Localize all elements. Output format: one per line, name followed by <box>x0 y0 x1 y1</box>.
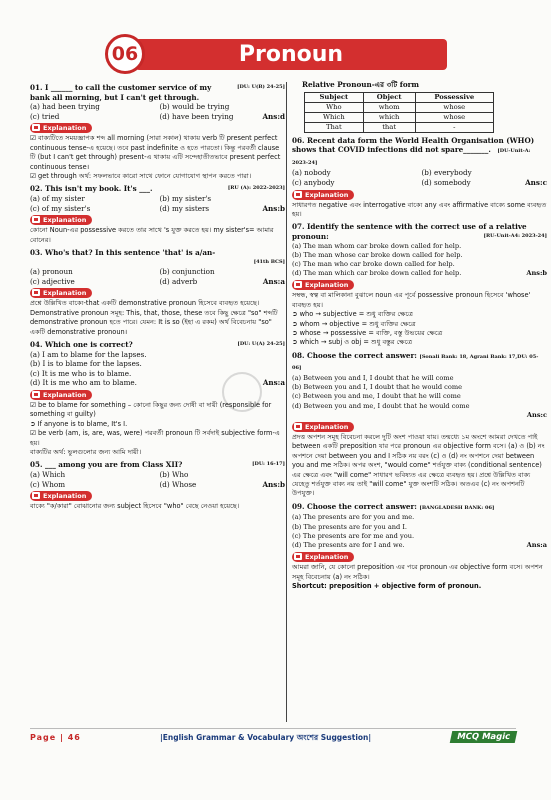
right-column <box>292 80 547 591</box>
book-icon <box>32 492 40 499</box>
shortcut-text: Shortcut: preposition + objective form of pronoun. <box>292 582 482 591</box>
option-b: (b) Who <box>159 470 189 479</box>
question-02: [RU (A): 2022-2023] 02. This isn't my book. It's ___. <box>30 184 285 194</box>
options-07 <box>292 242 547 279</box>
table-cell: whom <box>363 102 415 112</box>
option-d: (d) It is me who am to blame. <box>30 378 137 388</box>
explanation-text: ☑ be to blame for something – কোনো কিছুর জন্য দোষী বা দায়ী (responsible for something বা guilty) <box>30 400 272 419</box>
table-cell: Who <box>305 102 364 112</box>
book-icon <box>294 553 302 560</box>
option-d: (d) my sisters <box>159 203 210 213</box>
option-b: (b) The presents are for you and I. <box>292 522 408 531</box>
explanation-badge: Explanation <box>292 422 354 432</box>
page-footer <box>30 728 516 744</box>
option-a: (a) had been trying <box>30 102 100 112</box>
option-c: (c) It is me who is to blame. <box>30 368 132 378</box>
question-09: 09. Choose the correct answer: [BANGLADESH BANK: 06] <box>292 501 495 511</box>
option-d: (d) Whose <box>159 479 197 489</box>
rule-line: ➲ which → subj ও obj = শুধু বস্তুর ক্ষেত্রে <box>292 338 413 347</box>
answer-02: Ans:b <box>262 203 285 213</box>
explanation-text: ☑ get through অর্থ: সফলভাবে কারো সাথে ফোনে যোগাযোগ স্থাপন করতে পারা। <box>30 172 252 180</box>
option-b: (b) conjunction <box>159 267 215 277</box>
question-06: 06. Recent data form the World Health Organisation (WHO) shows that COVID infections did not spare_______. [DU-Unit-A: 2023-24] <box>292 135 535 166</box>
book-icon <box>32 216 40 223</box>
book-icon <box>32 124 40 131</box>
relative-pronoun-table <box>304 92 494 133</box>
options-01 <box>30 102 285 121</box>
option-d: (d) somebody <box>421 177 471 187</box>
rule-line: ➲ whose → possessive = ব্যক্তি, বস্তু উভয়ের ক্ষেত্রে <box>292 329 443 337</box>
explanation-badge: Explanation <box>292 190 354 200</box>
explanation-text: প্রদত্ত অপশন সমূহ বিবেচনা করলে দুটি অংশ পাওয়া যায়। তন্মধ্যে ১ম অংশে আমরা দেখতে পাই between একটি preposition যার পরে pronoun এর objective form বসে। (a) ও (b) নং অপশনে দেয়া between you and I সঠিক নয় বরং (c) ও (d) নং অপশনে দেয়া between you and me সঠিক। অপর অংশ, "would come" শর্তযুক্ত বাক্য (conditional sentence) এর ক্ষেত্রে এবং "will come" সাধারণ ভবিষ্যত এর ক্ষেত্রে ব্যবহৃত হয়। প্রশ্নে উল্লিখিত বাক্য যেহেতু শর্তযুক্ত বাক্য নয় তাই "will come" যুক্ত অংশটি সঠিক। অতএব (c) নং অপশনটি উপযুক্ত। <box>292 433 545 498</box>
explanation-badge: Explanation <box>30 288 92 298</box>
option-c: (c) The presents are for me and you. <box>292 531 415 540</box>
option-a: (a) Which <box>30 470 66 479</box>
explanation-text: প্রশ্নে উল্লিখিত বাক্যে-that একটি demonstrative pronoun হিসেবে ব্যবহৃত হয়েছে। Demonstrative pronoun সমূহ: This, that, those, these তবে কিছু ক্ষেত্রে "so" শব্দটি demonstrative pronoun হতে পারে। যেমন: It is so (ইহা এ রকম) অর্থ বিবেচনায় "so" একটি demonstrative pronoun। <box>30 299 278 336</box>
option-b: (b) would be trying <box>159 102 230 112</box>
option-d: (d) Between you and me, I doubt that he would come <box>292 401 470 410</box>
table-header-row <box>305 92 494 102</box>
relative-pronoun-title: Relative Pronoun-এর ৩টি form <box>302 80 420 89</box>
left-column <box>30 80 285 512</box>
book-icon <box>32 391 40 398</box>
table-header-cell: Possessive <box>415 92 493 102</box>
option-c: (c) Between you and me, I doubt that he will come <box>292 392 461 401</box>
answer-06: Ans:c <box>525 177 547 187</box>
option-b: (b) I is to blame for the lapses. <box>30 359 142 369</box>
option-d: (d) The presents are for I and we. <box>292 541 405 550</box>
option-b: (b) my sister's <box>159 194 212 203</box>
options-03 <box>30 267 285 286</box>
option-d: (d) The man which car broke down called for help. <box>292 269 462 278</box>
chapter-number: 06 <box>105 34 145 74</box>
book-icon <box>294 423 302 430</box>
table-row <box>305 102 494 112</box>
option-d: (d) have been trying <box>159 111 234 121</box>
question-04: [DU: U(A) 24-25] 04. Which one is correct? <box>30 340 285 349</box>
table-cell: which <box>363 112 415 122</box>
option-b: (b) everybody <box>421 168 472 178</box>
table-cell: - <box>415 122 493 132</box>
explanation-badge: Explanation <box>30 390 92 400</box>
table-cell: whose <box>415 102 493 112</box>
explanation-text: বাক্যটির অর্থ: ভুলগুলোর জন্য আমি দায়ী। <box>30 448 142 456</box>
option-b: (b) Between you and I, I doubt that he would come <box>292 383 463 392</box>
option-c: (c) tried <box>30 111 60 121</box>
options-05 <box>30 470 285 489</box>
book-icon <box>294 281 302 288</box>
option-a: (a) of my sister <box>30 194 85 203</box>
explanation-text: সাধারণত negative এবং interrogative বাক্যে any এবং affirmative বাক্যে some ব্যবহৃত হয়। <box>292 200 547 218</box>
option-a: (a) nobody <box>292 168 331 178</box>
option-c: (c) The man who car broke down called for help. <box>292 259 455 268</box>
options-02 <box>30 194 285 213</box>
answer-04: Ans:a <box>262 378 285 388</box>
explanation-badge: Explanation <box>292 552 354 562</box>
options-06 <box>292 168 547 187</box>
explanation-text: বাক্যে "ক/কারা" বোঝানোর জন্য subject হিসেবে "who" বেছে নেওয়া হয়েছে। <box>30 502 240 511</box>
column-divider <box>286 82 287 722</box>
option-c: (c) adjective <box>30 276 75 286</box>
option-b: (b) The man whose car broke down called for help. <box>292 250 463 259</box>
table-header-cell: Subject <box>305 92 364 102</box>
table-cell: Which <box>305 112 364 122</box>
answer-09: Ans:a <box>526 541 547 550</box>
explanation-text: ☑ be verb (am, is, are, was, were) পরবর্তী pronoun টি সর্বদাই subjective form-এ হয়। <box>30 429 280 447</box>
options-09 <box>292 513 547 550</box>
rule-line: ➲ who → subjective = শুধু ব্যক্তির ক্ষেত্রে <box>292 310 413 319</box>
table-cell: whose <box>415 112 493 122</box>
explanation-badge: Explanation <box>30 491 92 501</box>
explanation-badge: Explanation <box>30 123 92 133</box>
footer-title: |English Grammar & Vocabulary অংশের Suggestion| <box>160 733 372 742</box>
explanation-text: কোনো Noun-এর possessive করতে তার সাথে 's যুক্ত করতে হয়। my sister's= আমার বোনের। <box>30 226 274 244</box>
answer-07: Ans:b <box>526 269 547 278</box>
answer-01: Ans:d <box>262 111 285 121</box>
question-08: 08. Choose the correct answer: [Sonali Bank: 18, Agrani Bank: 17,DU: 05-06] <box>292 350 539 372</box>
explanation-badge: Explanation <box>30 215 92 225</box>
chapter-header <box>105 34 445 74</box>
table-row <box>305 122 494 132</box>
brand-logo: MCQ Magic <box>450 731 518 743</box>
book-icon <box>294 191 302 198</box>
option-a: (a) I am to blame for the lapses. <box>30 349 147 359</box>
question-01: [DU: U(B) 24-25] 01. I ______ to call the customer service of my bank all morning, but I can't get through. <box>30 83 285 102</box>
rule-line: ➲ whom → objective = শুধু ব্যক্তির ক্ষেত্রে <box>292 319 416 328</box>
explanation-text: সম্বন্ধ, স্বত্ব বা মালিকানা বুঝালে noun এর পূর্বে possessive pronoun হিসেবে 'whose' ব্যবহৃত হয়। <box>292 291 531 309</box>
answer-05: Ans:b <box>262 479 285 489</box>
option-d: (d) adverb <box>159 276 198 286</box>
option-c: (c) Whom <box>30 479 66 489</box>
table-row <box>305 112 494 122</box>
answer-03: Ans:a <box>262 276 285 286</box>
page-number: Page | 46 <box>30 733 81 742</box>
option-c: (c) of my sister's <box>30 203 91 213</box>
table-cell: that <box>363 122 415 132</box>
option-c: (c) anybody <box>292 177 335 187</box>
option-a: (a) The man whom car broke down called for help. <box>292 241 462 250</box>
options-04 <box>30 350 285 388</box>
question-05: [DU: 16-17] 05. ___ among you are from Class XII? <box>30 460 285 470</box>
table-header-cell: Object <box>363 92 415 102</box>
question-03: 03. Who's that? In this sentence 'that' is a/an- [41th BCS] <box>30 248 285 265</box>
table-cell: That <box>305 122 364 132</box>
option-a: (a) The presents are for you and me. <box>292 513 415 522</box>
explanation-text: ➲ If anyone is to blame, It's I. <box>30 419 128 428</box>
options-08 <box>292 374 547 420</box>
explanation-badge: Explanation <box>292 280 354 290</box>
question-07: 07. Identify the sentence with the correct use of a relative pronoun: [RU-Unit-A4: 2023-24] <box>292 222 547 241</box>
book-icon <box>32 289 40 296</box>
explanation-text: আমরা জানি, যে কোনো preposition এর পরে pronoun এর objective form বসে। অপশন সমূহ বিবেচনায় (a) নং সঠিক। <box>292 563 543 581</box>
explanation-text: ☑ বাক্যটিতে সময়জ্ঞাপক শব্দ all morning (সারা সকাল) থাকায় verb টি present perfect continuous tense-এ হয়েছে। তবে past indefinite ও হতে পারতো। কিন্তু পরবর্তী clause টি (but I can't get through) present-এ থাকায় এটি সন্দেহাতীতভাবে present perfect continuous tense। <box>30 134 281 171</box>
answer-08: Ans:c <box>526 410 547 419</box>
option-a: (a) Between you and I, I doubt that he will come <box>292 374 454 382</box>
option-a: (a) pronoun <box>30 267 73 277</box>
chapter-title: Pronoun <box>135 39 447 70</box>
